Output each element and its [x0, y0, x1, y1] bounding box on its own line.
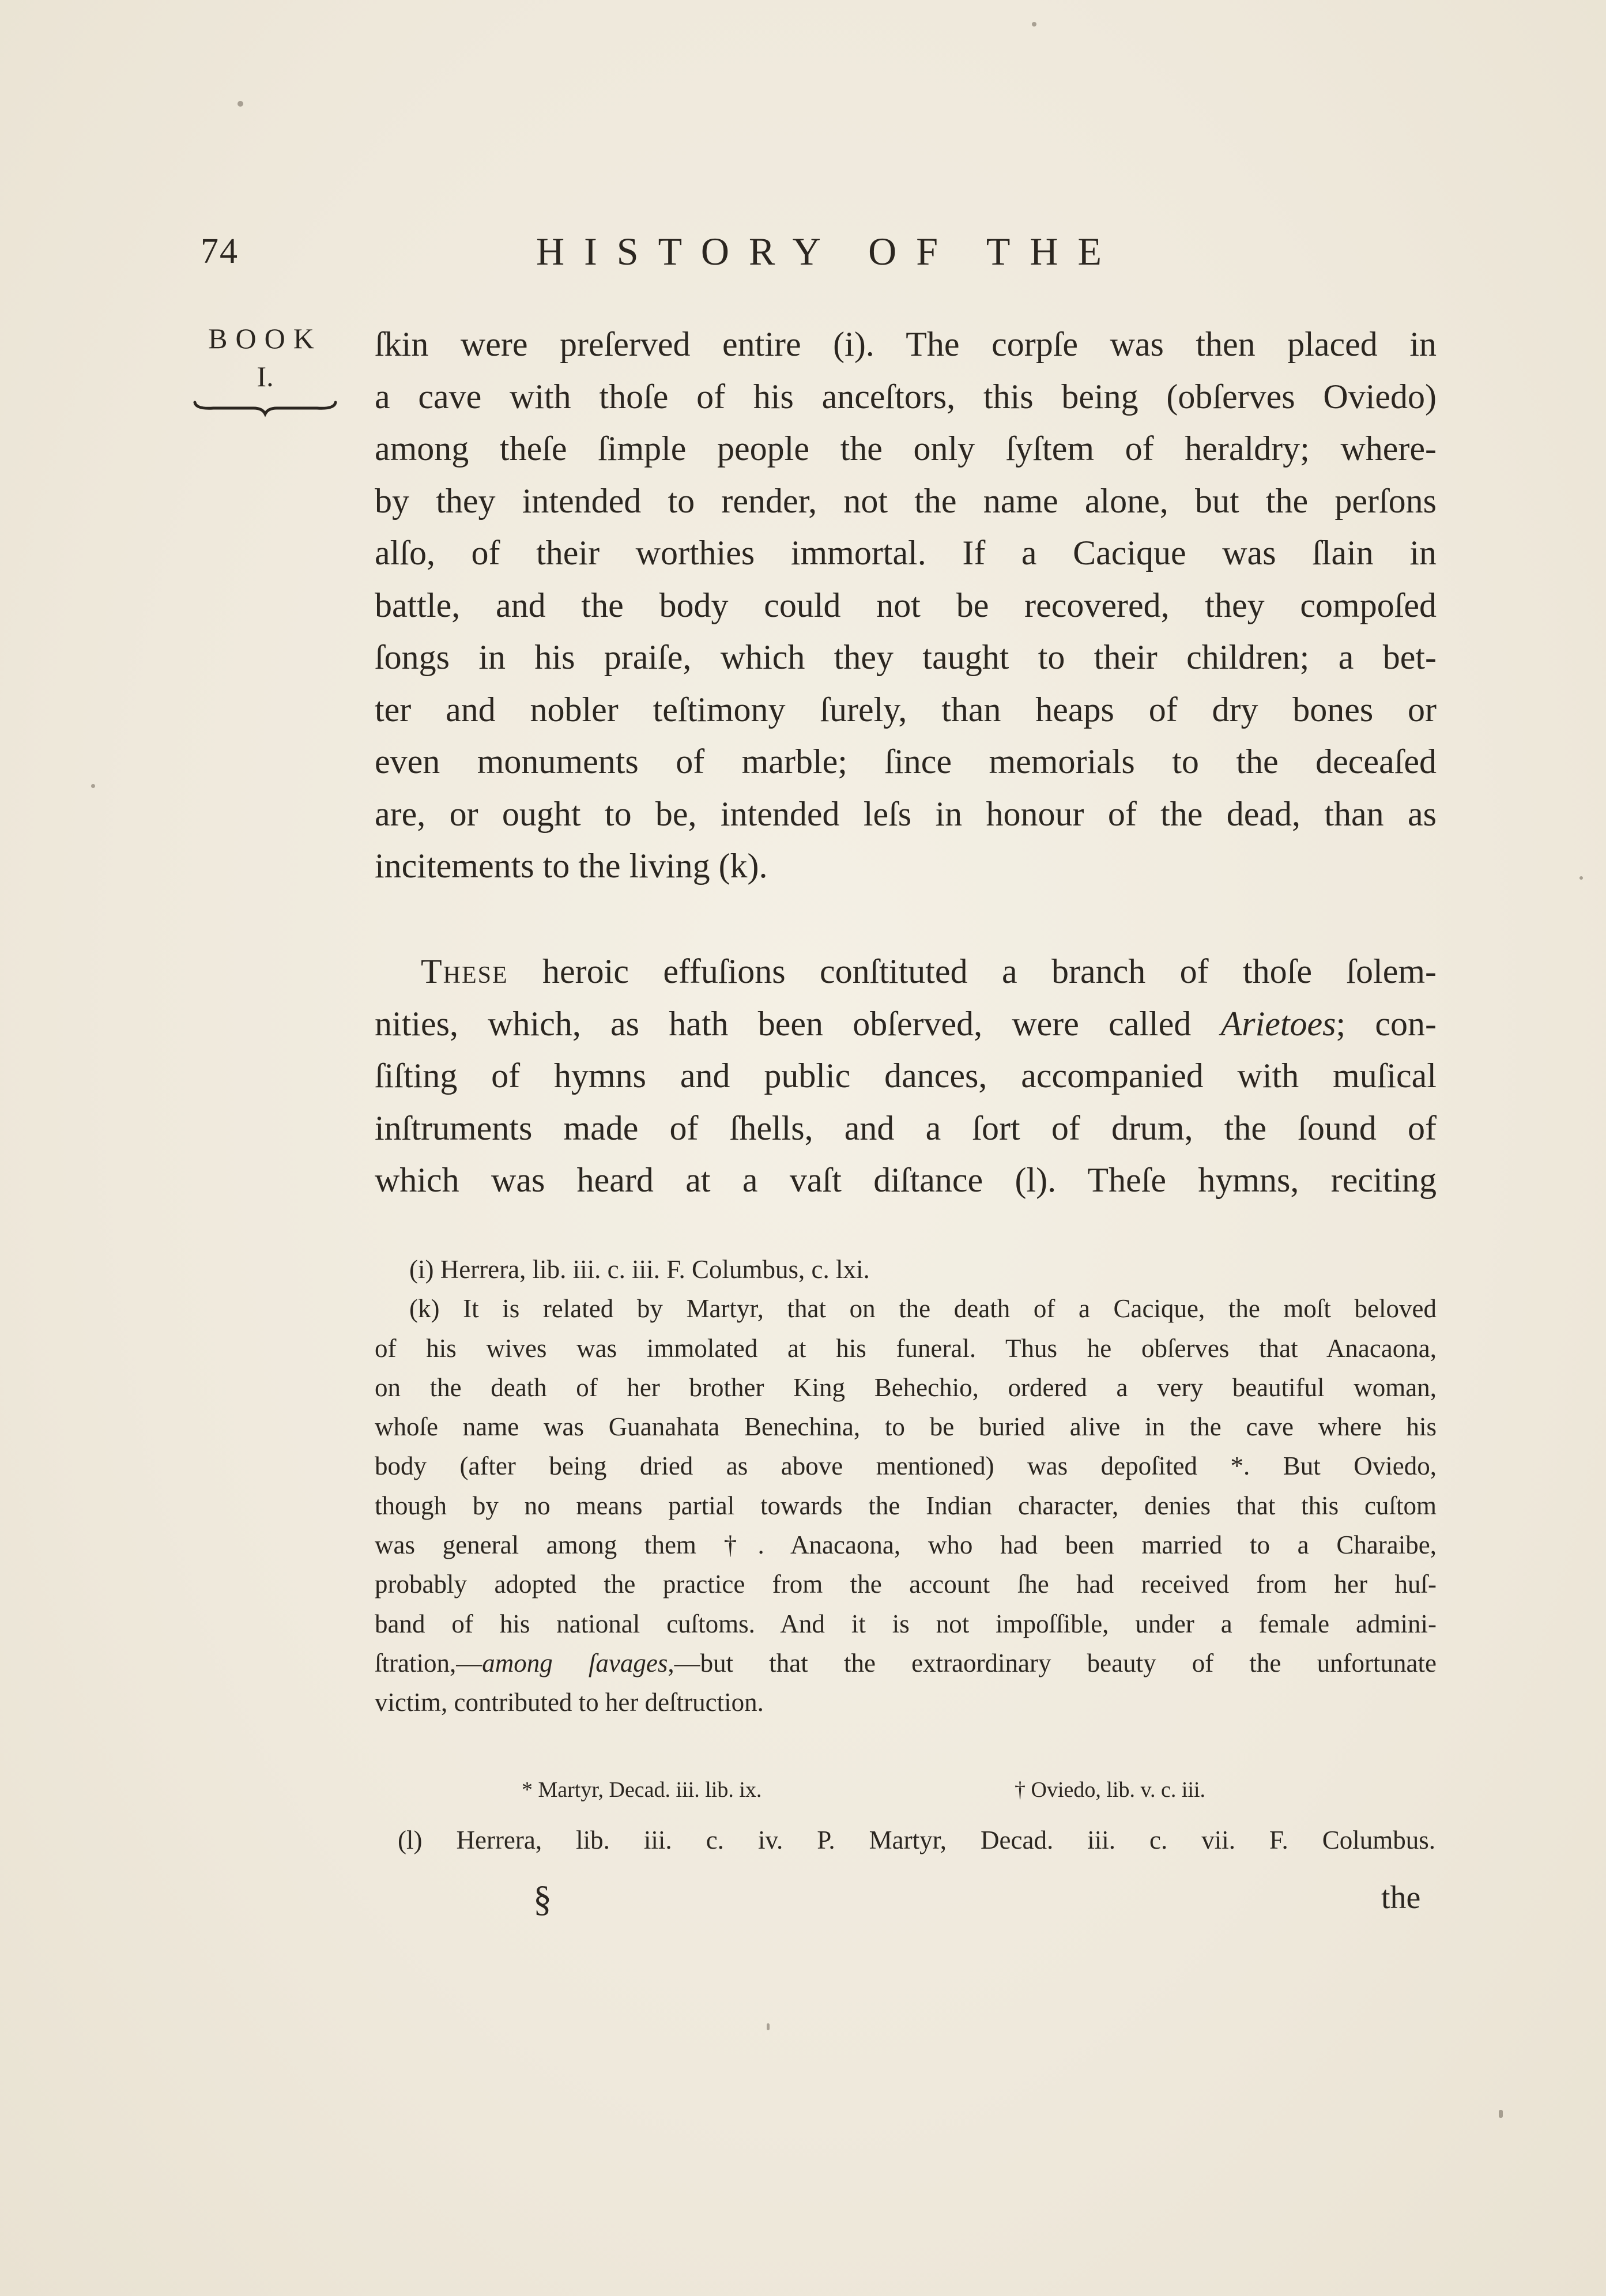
- text-line: ſiſting of hymns and public dances, accompanied with muſical: [375, 1057, 1437, 1095]
- text-line: which was heard at a vaſt diſtance (l). Theſe hymns, reciting: [375, 1161, 1437, 1199]
- margin-note: [190, 324, 340, 419]
- footnote-k-line: body (after being dried as above mentioned) was depoſited *. But Oviedo,: [375, 1452, 1437, 1481]
- page-number: 74: [201, 232, 239, 271]
- margin-note-number: I.: [257, 360, 274, 393]
- footnotes: [375, 1250, 1437, 1722]
- footnote-i: (i) Herrera, lib. iii. c. iii. F. Columbus, c. lxi.: [409, 1255, 870, 1284]
- paper-speck: [237, 101, 243, 107]
- footnote-k-line: was general among them †. Anacaona, who had been married to a Charaibe,: [375, 1530, 1437, 1560]
- text-fragment: ; con-: [1336, 1004, 1437, 1043]
- footnote-l: (l) Herrera, lib. iii. c. iv. P. Martyr, Decad. iii. c. vii. F. Columbus.: [398, 1826, 1435, 1854]
- footnote-k-line: probably adopted the practice from the account ſhe had received from her huſ-: [375, 1570, 1437, 1599]
- paper-speck: [1032, 22, 1036, 27]
- paragraph-2: [375, 945, 1437, 1207]
- sub-footnote-star: * Martyr, Decad. iii. lib. ix.: [522, 1778, 762, 1802]
- paper-speck: [1499, 2110, 1503, 2118]
- text-fragment: ,—but that the extraordinary beauty of the unfortunate: [668, 1648, 1437, 1677]
- text-line: incitements to the living (k).: [375, 847, 768, 885]
- footnote-k-line: (k) It is related by Martyr, that on the death of a Cacique, the moſt beloved: [409, 1294, 1437, 1324]
- running-head: HISTORY OF THE: [536, 229, 1122, 273]
- text-line: by they intended to render, not the name alone, but the perſons: [375, 481, 1437, 520]
- text-line: among theſe ſimple people the only ſyſtem of heraldry; where-: [375, 429, 1437, 468]
- footnote-k-line: on the death of her brother King Behechio, ordered a very beautiful woman,: [375, 1373, 1437, 1402]
- paragraph-first-word: These: [421, 952, 508, 990]
- paper-speck: [1579, 876, 1583, 880]
- text-line: ſongs in his praiſe, which they taught to their children; a bet-: [375, 638, 1437, 676]
- text-line: ter and nobler teſtimony ſurely, than heaps of dry bones or: [375, 690, 1437, 729]
- signature-mark: §: [533, 1878, 552, 1919]
- paper-speck: [767, 2023, 770, 2030]
- margin-note-book: BOOK: [208, 322, 322, 355]
- text-line: [375, 998, 1437, 1050]
- text-line: a cave with thoſe of his anceſtors, this being (obſerves Oviedo): [375, 377, 1437, 416]
- catchword: the: [1381, 1880, 1421, 1916]
- paragraph-1: [375, 318, 1437, 892]
- footnote-k-line: band of his national cuſtoms. And it is not impoſſible, under a female admini-: [375, 1609, 1437, 1638]
- text-fragment: nities, which, as hath been obſerved, were called: [375, 1004, 1221, 1043]
- sub-footnote-dagger: † Oviedo, lib. v. c. iii.: [1015, 1778, 1206, 1802]
- text-line: battle, and the body could not be recovered, they compoſed: [375, 586, 1437, 624]
- text-line: inſtruments made of ſhells, and a ſort of drum, the ſound of: [375, 1109, 1437, 1147]
- italic-term: Arietoes: [1220, 1004, 1336, 1043]
- footnote-k-line: victim, contributed to her deſtruction.: [375, 1688, 764, 1717]
- footnote-k-line: though by no means partial towards the Indian character, denies that this cuſtom: [375, 1491, 1437, 1520]
- text-line: [375, 945, 1437, 998]
- text-line: ſkin were preſerved entire (i). The corpſe was then placed in: [375, 325, 1437, 363]
- text-line: alſo, of their worthies immortal. If a Cacique was ſlain in: [375, 534, 1437, 572]
- footnote-k-line: whoſe name was Guanahata Benechina, to be buried alive in the cave where his: [375, 1412, 1437, 1442]
- text-fragment: ſtration,—: [375, 1648, 482, 1677]
- footnote-k-line: of his wives was immolated at his funeral. Thus he obſerves that Anacaona,: [375, 1333, 1437, 1363]
- text-fragment: heroic effuſions conſtituted a branch of thoſe ſolem-: [508, 952, 1437, 990]
- text-line: are, or ought to be, intended leſs in honour of the dead, than as: [375, 794, 1437, 833]
- text-line: even monuments of marble; ſince memorials to the deceaſed: [375, 742, 1437, 781]
- footnote-k-line: [375, 1643, 1437, 1683]
- paper-speck: [91, 784, 95, 788]
- brace-ornament-icon: [190, 395, 340, 419]
- italic-phrase: among ſavages: [482, 1648, 668, 1677]
